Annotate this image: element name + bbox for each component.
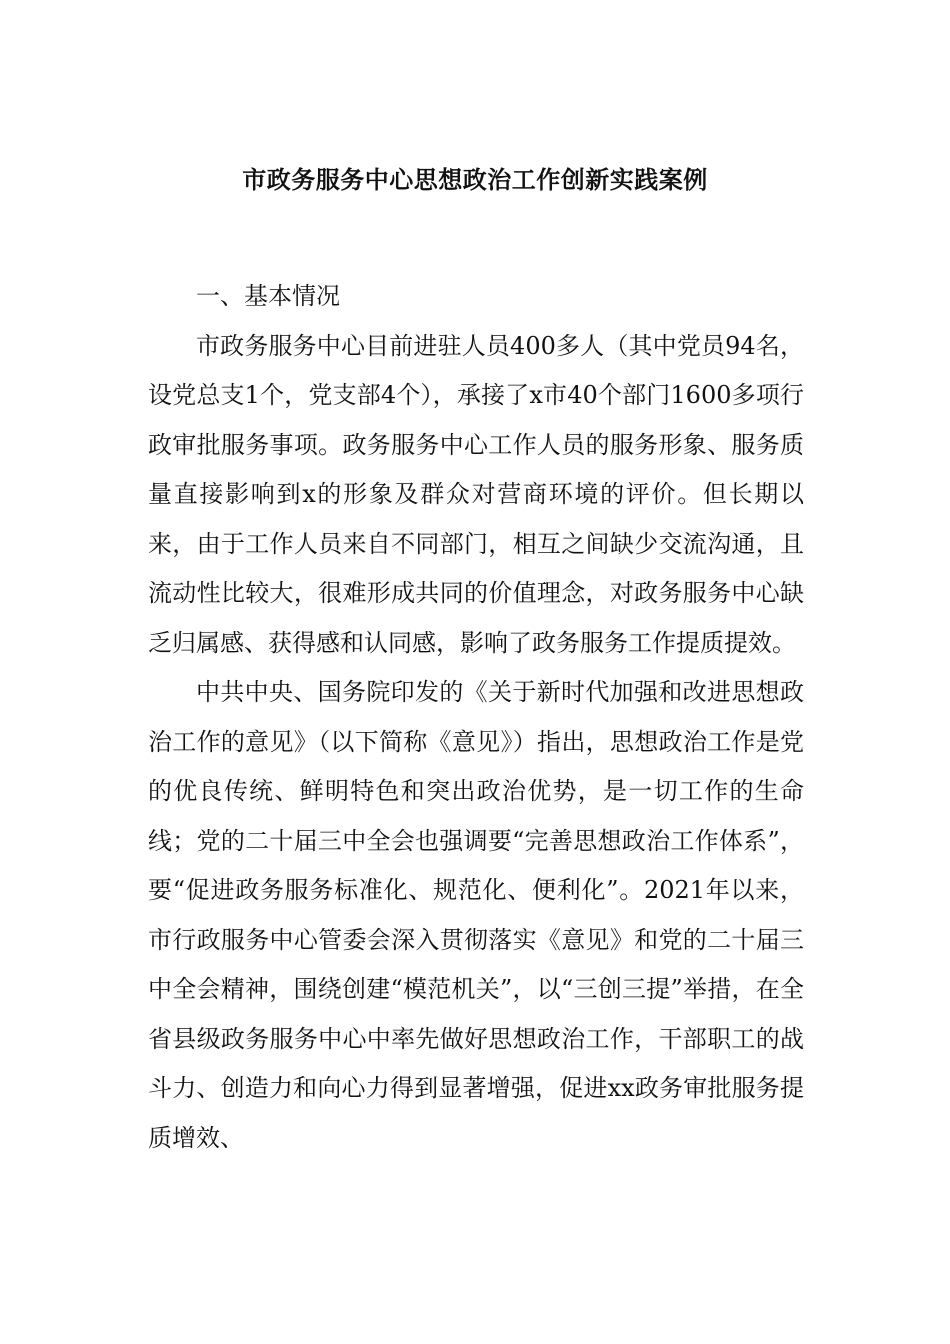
paragraph-policy-background: 中共中央、国务院印发的《关于新时代加强和改进思想政治工作的意见》（以下简称《意见》）指出，思想政治工作是党的优良传统、鲜明特色和突出政治优势，是一切工作的生命线；党的二十届三中全会也强调要“完善思想政治工作体系”，要“促进政务服务标准化、规范化、便利化”。2021年以来，市行政服务中心管委会深入贯彻落实《意见》和党的二十届三中全会精神，围绕创建“模范机关”，以“三创三提”举措，在全省县级政务服务中心中率先做好思想政治工作，干部职工的战斗力、创造力和向心力得到显著增强，促进xx政务审批服务提质增效、 [148,678,804,1152]
paragraph-staffing-overview: 市政务服务中心目前进驻人员400多人（其中党员94名，设党总支1个，党支部4个），承接了x市40个部门1600多项行政审批服务事项。政务服务中心工作人员的服务形象、服务质量直接影响到x的形象及群众对营商环境的评价。但长期以来，由于工作人员来自不同部门，相互之间缺少交流沟通，且流动性比较大，很难形成共同的价值理念，对政务服务中心缺乏归属感、获得感和认同感，影响了政务服务工作提质提效。 [148,331,804,657]
section-heading-basic-situation: 一、基本情况 [196,282,340,310]
document-body [148,272,804,1163]
document-title: 市政务服务中心思想政治工作创新实践案例 [242,165,708,194]
